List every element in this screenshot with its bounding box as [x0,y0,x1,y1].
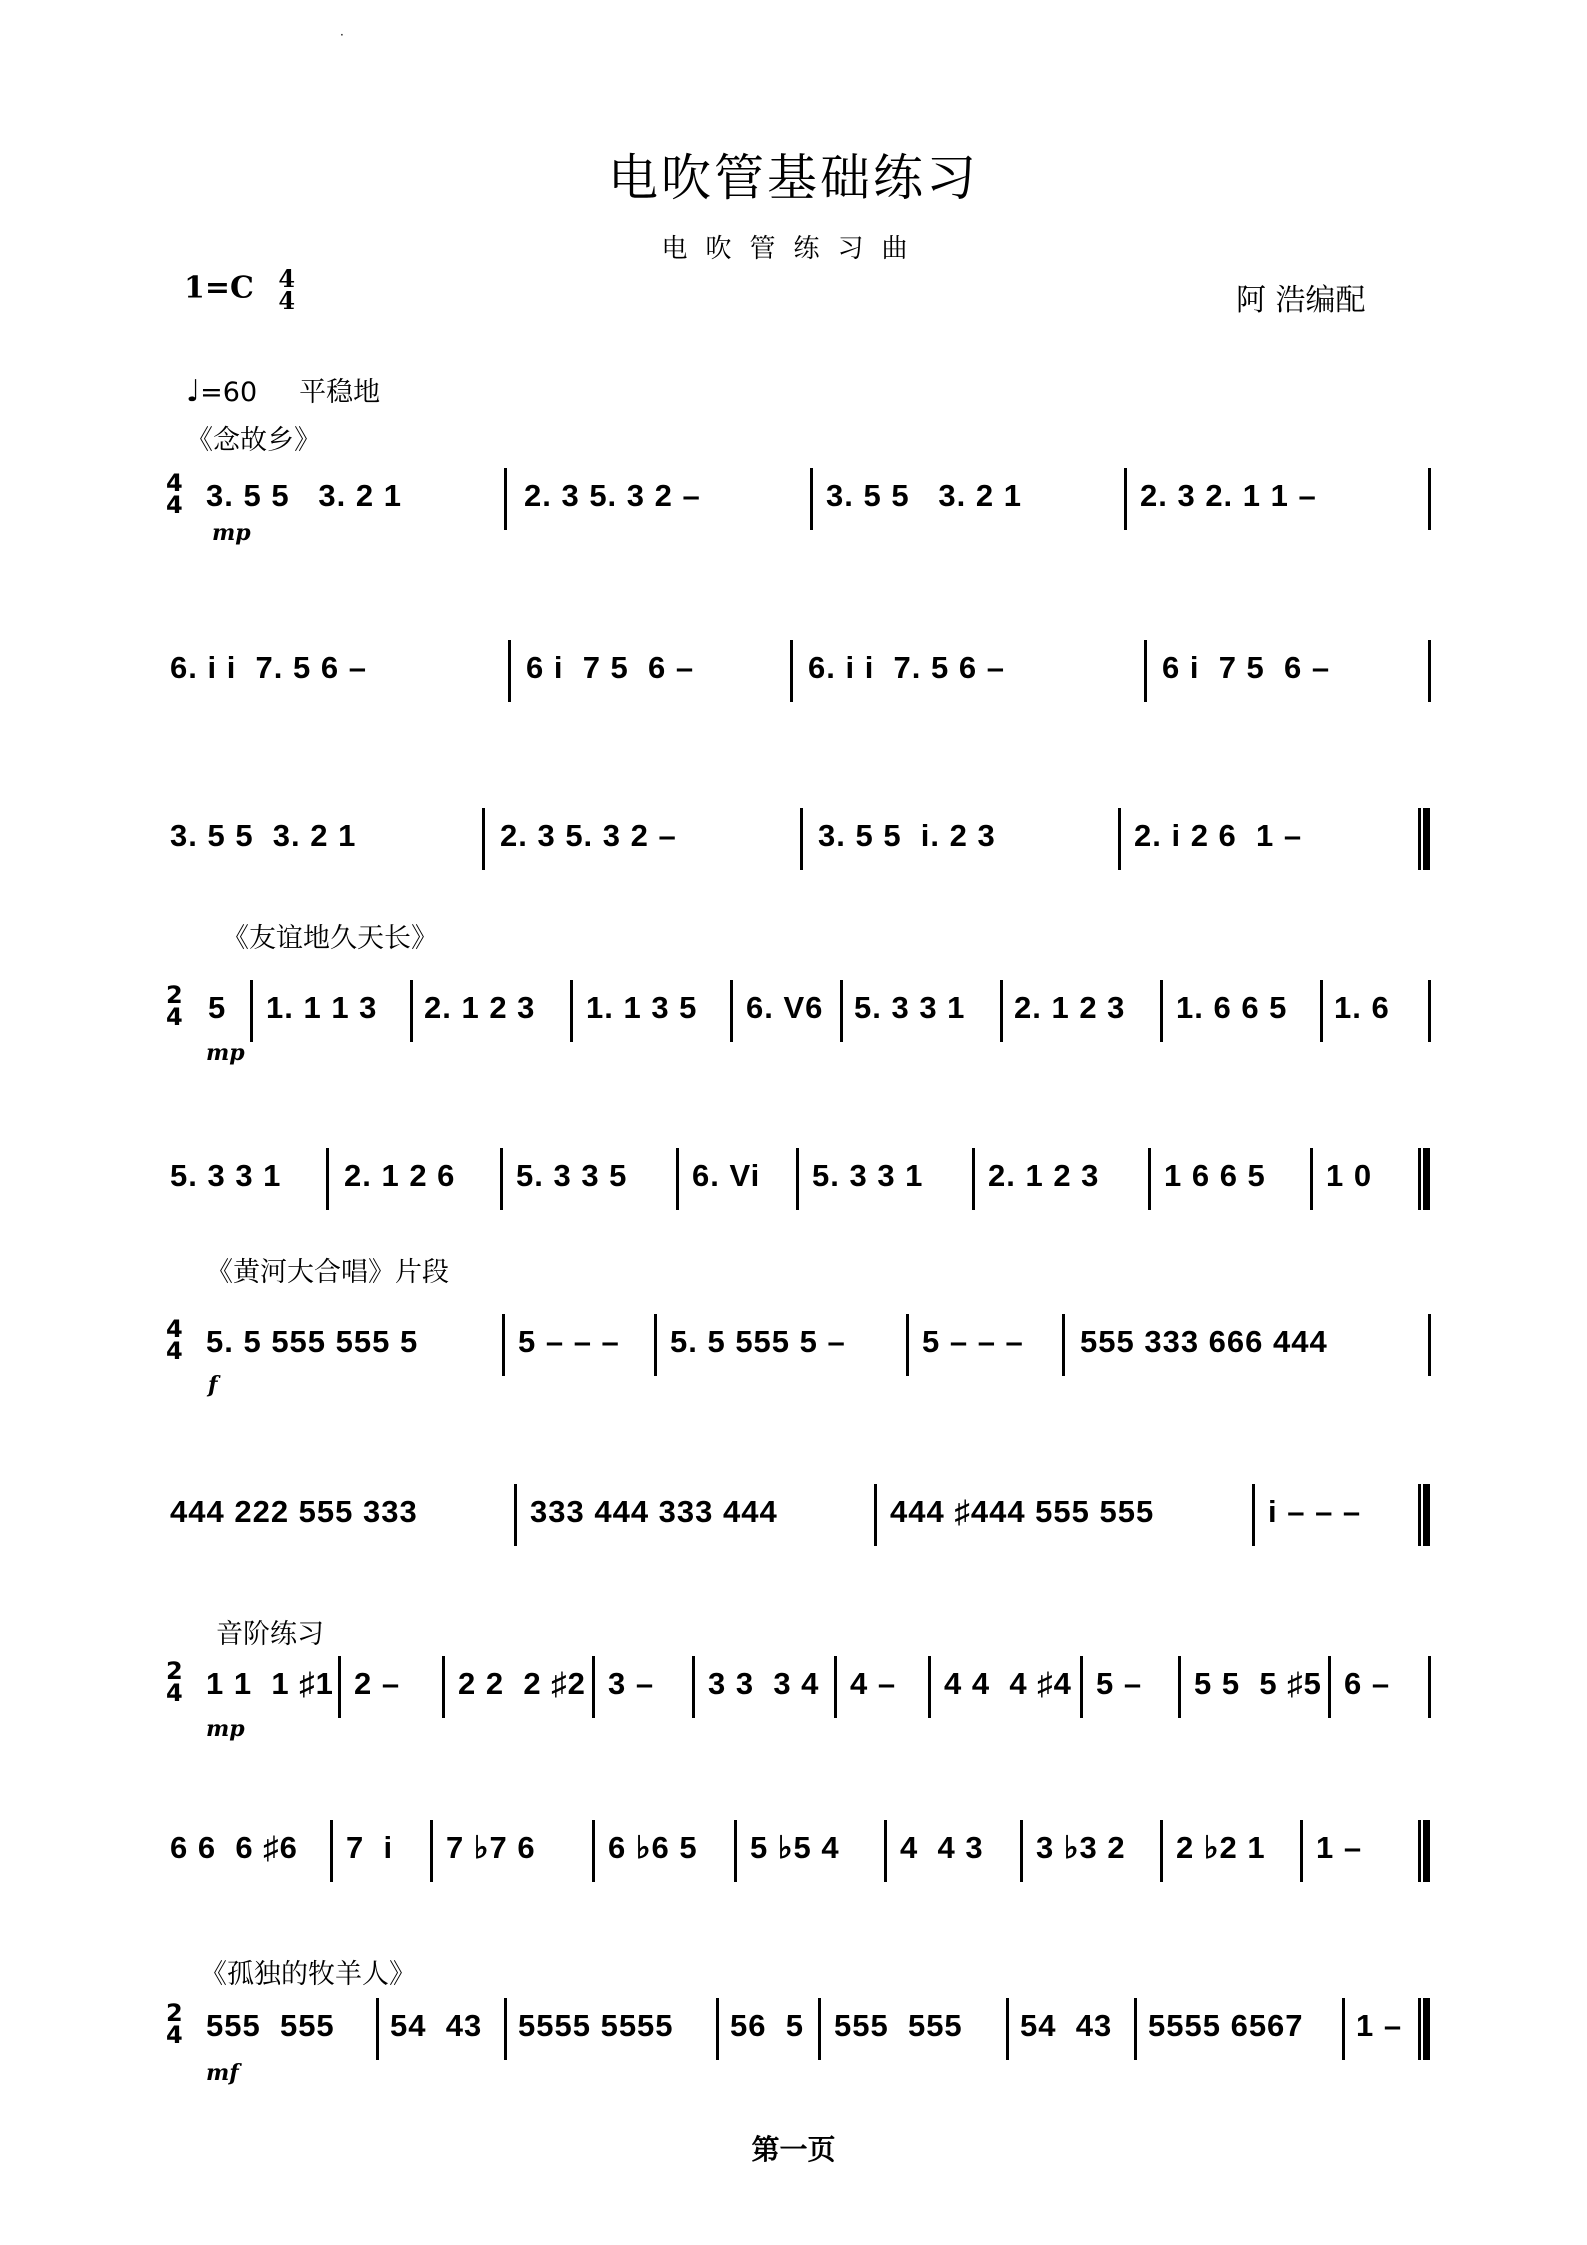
measure: 2 2 2 ♯2 [458,1666,586,1701]
barline [1062,1314,1065,1376]
dynamic-marking: mf [206,2060,239,2086]
barline [734,1820,737,1882]
section-title: 《念故乡》 [186,425,321,456]
time-signature: 2 4 [166,1657,183,1708]
barline [906,1314,909,1376]
section-title: 音阶练习 [216,1619,324,1650]
time-signature: 2 4 [166,1999,183,2050]
barline [1428,468,1431,530]
measure: 56 5 [730,2008,804,2043]
measure: 2. 1 2 3 [424,990,536,1025]
measure: 5 ♭5 4 [750,1830,840,1865]
measure: 2. 3 5. 3 2 – [500,818,677,853]
barline [1320,980,1323,1042]
measure: 5. 3 3 5 [516,1158,628,1193]
measure: 3. 5 5 3. 2 1 [826,478,1022,513]
measure: 333 444 333 444 [530,1494,778,1529]
barline [1428,1656,1431,1718]
measure: 54 43 [1020,2008,1113,2043]
measure: 2 ♭2 1 [1176,1830,1266,1865]
barline [1252,1484,1255,1546]
tempo-marking [186,370,380,409]
measure: 5 – – – [922,1324,1024,1359]
measure: 6 i 7 5 6 – [1162,650,1331,685]
barline [716,1998,719,2060]
barline [570,980,573,1042]
measure: 3 ♭3 2 [1036,1830,1126,1865]
time-signature: 4 4 [166,1315,183,1366]
time-signature: 2 4 [166,981,183,1032]
barline [508,640,511,702]
dynamic-marking: mp [206,1040,245,1066]
barline [874,1484,877,1546]
measure: 2 – [354,1666,401,1701]
measure: 6 i 7 5 6 – [526,650,695,685]
measure: 54 43 [390,2008,483,2043]
measure: 2. 3 2. 1 1 – [1140,478,1317,513]
measure: 6. i i 7. 5 6 – [170,650,367,685]
final-barline [1418,1148,1430,1210]
measure: 2. 1 2 3 [1014,990,1126,1025]
barline [676,1148,679,1210]
measure: 3 – [608,1666,655,1701]
measure: 4 – [850,1666,897,1701]
barline [1118,808,1121,870]
measure: 444 ♯444 555 555 [890,1494,1155,1529]
dynamic-marking: mp [212,520,251,546]
barline [834,1656,837,1718]
measure: 1. 6 [1334,990,1390,1025]
barline [482,808,485,870]
tempo-expression: 平稳地 [299,377,381,408]
section-title: 《友谊地久天长》 [222,923,438,954]
barline [1160,980,1163,1042]
measure: 1. 6 6 5 [1176,990,1288,1025]
measure: 5 – – – [518,1324,620,1359]
measure: 5555 5555 [518,2008,674,2043]
barline [592,1656,595,1718]
measure: 3. 5 5 3. 2 1 [206,478,402,513]
time-signature: 4 4 [166,469,183,520]
measure: 4 4 4 ♯4 [944,1666,1072,1701]
barline [1428,980,1431,1042]
measure: 1 – [1356,2008,1403,2043]
tempo-bpm: =60 [200,377,258,408]
barline [1144,640,1147,702]
barline [330,1820,333,1882]
measure: 7 ♭7 6 [446,1830,536,1865]
barline [654,1314,657,1376]
barline [504,1998,507,2060]
dynamic-marking: f [208,1372,218,1398]
arranger: 阿 浩编配 [1236,283,1366,318]
barline [502,1314,505,1376]
measure: 2. 1 2 3 [988,1158,1100,1193]
barline [338,1656,341,1718]
measure: 6 – [1344,1666,1391,1701]
measure: 6 6 6 ♯6 [170,1830,298,1865]
measure: 6. i i 7. 5 6 – [808,650,1005,685]
measure: 5. 3 3 1 [812,1158,924,1193]
barline [1428,1314,1431,1376]
measure: 4 4 3 [900,1830,984,1865]
barline [818,1998,821,2060]
barline [250,980,253,1042]
measure: 3. 5 5 3. 2 1 [170,818,357,853]
barline [800,808,803,870]
measure: 1 1 1 ♯1 [206,1666,334,1701]
barline [884,1820,887,1882]
measure: 1. 1 1 3 [266,990,378,1025]
measure: 3 3 3 4 [708,1666,820,1701]
measure: 2. 3 5. 3 2 – [524,478,701,513]
measure: 3. 5 5 i. 2 3 [818,818,996,853]
barline [442,1656,445,1718]
dynamic-marking: mp [206,1716,245,1742]
key-signature [184,264,296,315]
measure: 5 [208,990,227,1025]
final-barline [1418,1820,1430,1882]
barline [1310,1148,1313,1210]
measure: 6. Vi [692,1158,761,1193]
barline [1020,1820,1023,1882]
barline [1328,1656,1331,1718]
page-footer: 第一页 [751,2133,836,2166]
measure: 555 555 [206,2008,335,2043]
barline [1000,980,1003,1042]
barline [692,1656,695,1718]
barline [790,640,793,702]
header-time-signature: 4 4 [278,264,296,315]
quarter-note-icon: ♩ [186,374,201,409]
barline [410,980,413,1042]
measure: 5 5 5 ♯5 [1194,1666,1322,1701]
measure: 5. 5 555 5 – [670,1324,846,1359]
stray-dot: · [340,28,344,42]
barline [500,1148,503,1210]
measure: 2. i 2 6 1 – [1134,818,1303,853]
measure: 6 ♭6 5 [608,1830,698,1865]
final-barline [1418,808,1430,870]
measure: 555 333 666 444 [1080,1324,1328,1359]
barline [730,980,733,1042]
barline [796,1148,799,1210]
section-title: 《孤独的牧羊人》 [200,1959,416,1990]
barline [1080,1656,1083,1718]
measure: 5. 3 3 1 [170,1158,282,1193]
final-barline [1418,1998,1430,2060]
barline [376,1998,379,2060]
measure: 5. 3 3 1 [854,990,966,1025]
barline [504,468,507,530]
page-title: 电吹管基础练习 [608,149,979,207]
barline [810,468,813,530]
barline [972,1148,975,1210]
measure: i – – – [1268,1494,1362,1529]
measure: 1 0 [1326,1158,1373,1193]
section-title: 《黄河大合唱》片段 [206,1257,449,1288]
measure: 5. 5 555 555 5 [206,1324,419,1359]
barline [1428,640,1431,702]
key-label: 1=C [184,270,254,306]
barline [840,980,843,1042]
page-subtitle: 电吹管练习曲 [661,234,926,264]
barline [928,1656,931,1718]
measure: 6. V6 [746,990,824,1025]
barline [1342,1998,1345,2060]
measure: 444 222 555 333 [170,1494,418,1529]
barline [514,1484,517,1546]
final-barline [1418,1484,1430,1546]
measure: 7 i [346,1830,394,1865]
barline [1178,1656,1181,1718]
measure: 5555 6567 [1148,2008,1304,2043]
measure: 1. 1 3 5 [586,990,698,1025]
barline [1134,1998,1137,2060]
barline [1160,1820,1163,1882]
barline [1006,1998,1009,2060]
barline [1300,1820,1303,1882]
barline [326,1148,329,1210]
barline [592,1820,595,1882]
measure: 5 – [1096,1666,1143,1701]
measure: 2. 1 2 6 [344,1158,456,1193]
barline [430,1820,433,1882]
barline [1148,1148,1151,1210]
measure: 1 – [1316,1830,1363,1865]
barline [1124,468,1127,530]
measure: 555 555 [834,2008,963,2043]
measure: 1 6 6 5 [1164,1158,1266,1193]
